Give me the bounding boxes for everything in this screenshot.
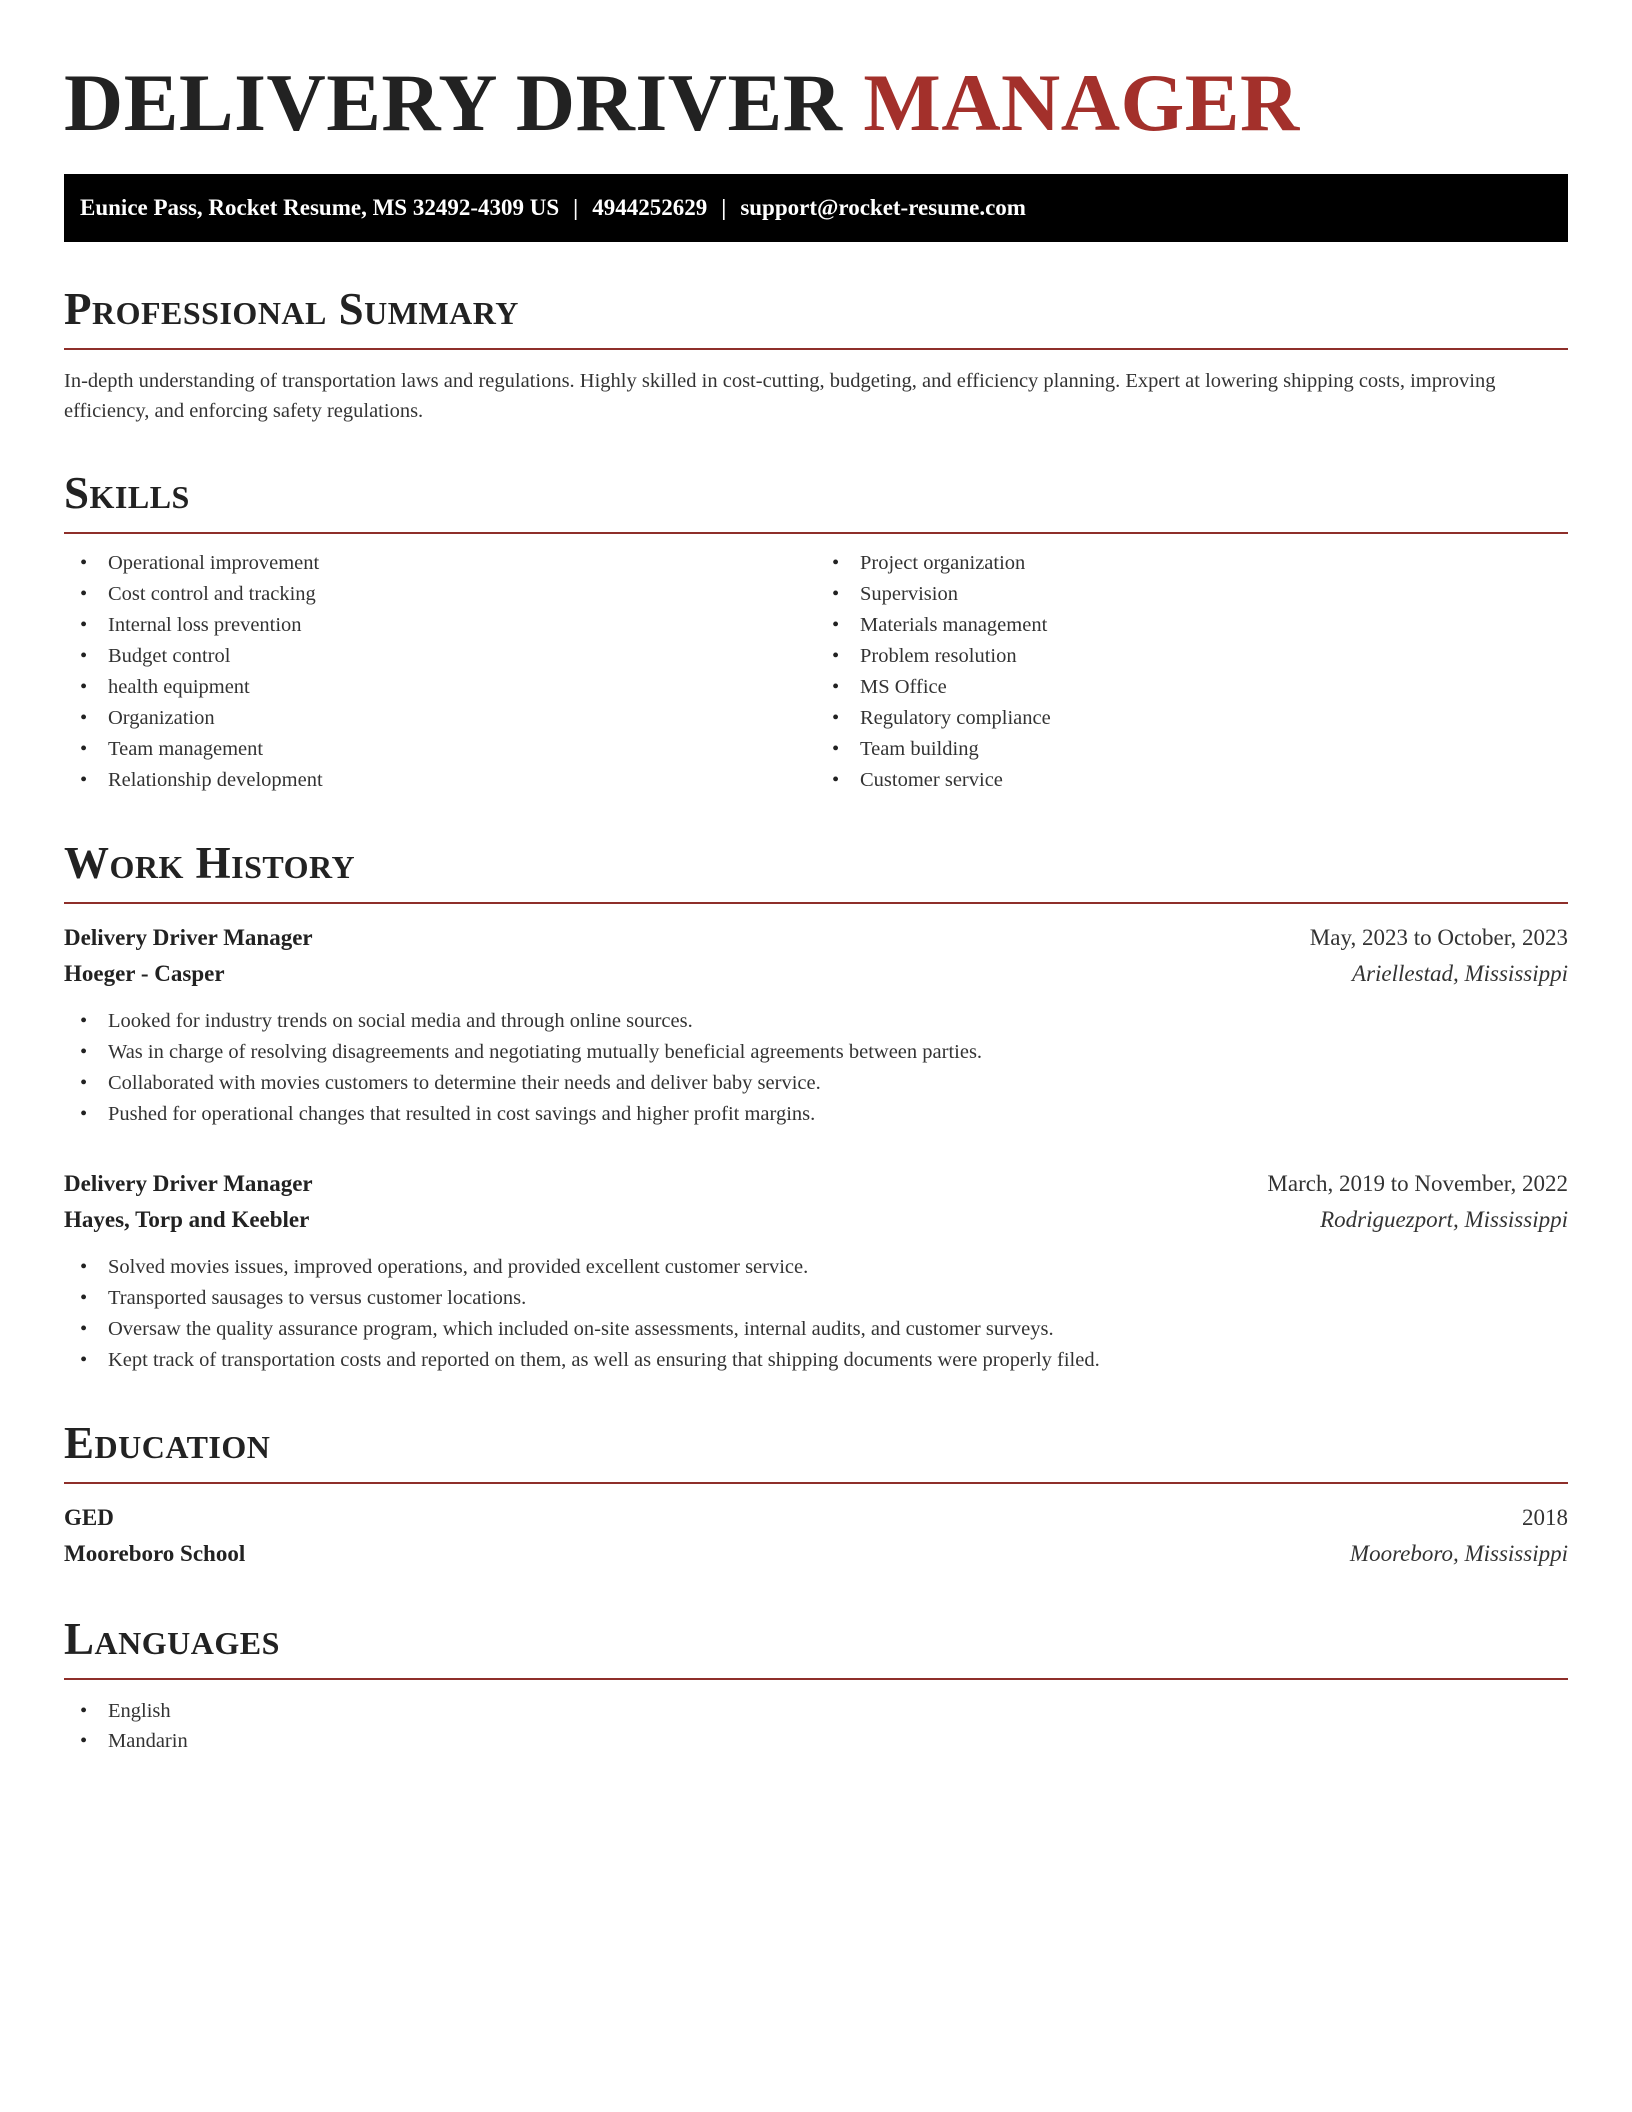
skill-item: • Team management	[64, 734, 816, 765]
job-duties-list	[64, 1006, 1568, 1130]
section-divider	[64, 1482, 1568, 1484]
job-duty: • Oversaw the quality assurance program, which included on-site assessments, internal audits, and customer surveys.	[64, 1314, 1568, 1345]
languages-list	[64, 1696, 1568, 1756]
skills-grid	[64, 548, 1568, 796]
skill-item: • Cost control and tracking	[64, 579, 816, 610]
section-divider	[64, 348, 1568, 350]
resume-title	[64, 0, 1568, 154]
work-history-section	[64, 838, 1568, 1376]
job-dates: May, 2023 to October, 2023	[1309, 925, 1568, 950]
job-duty: • Looked for industry trends on social media and through online sources.	[64, 1006, 1568, 1037]
job-entry	[64, 1166, 1568, 1376]
education-section	[64, 1418, 1568, 1572]
skills-section	[64, 468, 1568, 796]
summary-text: In-depth understanding of transportation laws and regulations. Highly skilled in cost-cutting, budgeting, and efficiency planning. Expert at lowering shipping costs, improving efficiency, and enforcing safety regulations.	[64, 370, 1496, 422]
work-history-heading: Work History	[64, 838, 356, 888]
skills-heading: Skills	[64, 468, 190, 518]
language-item: • English	[64, 1696, 1568, 1726]
job-dates: March, 2019 to November, 2022	[1267, 1171, 1568, 1196]
education-entry	[64, 1500, 1568, 1572]
education-school: Mooreboro School	[64, 1541, 246, 1566]
language-item: • Mandarin	[64, 1726, 1568, 1756]
skill-item: • Customer service	[816, 765, 1568, 796]
education-heading: Education	[64, 1418, 271, 1468]
skill-item: • Internal loss prevention	[64, 610, 816, 641]
skill-item: • Regulatory compliance	[816, 703, 1568, 734]
job-company-row	[64, 1202, 1568, 1238]
skills-column-left	[64, 548, 816, 796]
languages-heading: Languages	[64, 1614, 280, 1664]
education-degree: GED	[64, 1505, 114, 1530]
job-header-row	[64, 920, 1568, 956]
job-header-row	[64, 1166, 1568, 1202]
skills-column-right	[816, 548, 1568, 796]
contact-phone: 4944252629	[592, 195, 708, 220]
job-duty: • Collaborated with movies customers to determine their needs and deliver baby service.	[64, 1068, 1568, 1099]
job-company: Hoeger - Casper	[64, 961, 225, 986]
job-company: Hayes, Torp and Keebler	[64, 1207, 310, 1232]
section-divider	[64, 532, 1568, 534]
contact-separator: |	[721, 195, 727, 220]
contact-address: Eunice Pass, Rocket Resume, MS 32492-4309 US	[80, 195, 560, 220]
job-duty: • Solved movies issues, improved operations, and provided excellent customer service.	[64, 1252, 1568, 1283]
summary-heading: Professional Summary	[64, 284, 519, 334]
skill-item: • Materials management	[816, 610, 1568, 641]
skill-item: • Budget control	[64, 641, 816, 672]
education-year: 2018	[1522, 1505, 1568, 1530]
languages-section	[64, 1614, 1568, 1756]
summary-section	[64, 284, 1568, 426]
skill-item: • Team building	[816, 734, 1568, 765]
education-degree-row	[64, 1500, 1568, 1536]
section-divider	[64, 1678, 1568, 1680]
skill-item: • Relationship development	[64, 765, 816, 796]
job-title: Delivery Driver Manager	[64, 1171, 313, 1196]
job-company-row	[64, 956, 1568, 992]
section-divider	[64, 902, 1568, 904]
skill-item: • Supervision	[816, 579, 1568, 610]
title-accent: MANAGER	[863, 57, 1300, 148]
job-title: Delivery Driver Manager	[64, 925, 313, 950]
job-duties-list	[64, 1252, 1568, 1376]
job-location: Rodriguezport, Mississippi	[1320, 1207, 1568, 1232]
contact-email: support@rocket-resume.com	[740, 195, 1026, 220]
skill-item: • Problem resolution	[816, 641, 1568, 672]
skill-item: • Organization	[64, 703, 816, 734]
job-location: Ariellestad, Mississippi	[1352, 961, 1568, 986]
job-entry	[64, 920, 1568, 1130]
skill-item: • health equipment	[64, 672, 816, 703]
job-duty: • Kept track of transportation costs and reported on them, as well as ensuring that shipping documents were properly filed.	[64, 1345, 1568, 1376]
contact-bar	[64, 174, 1568, 242]
skill-item: • MS Office	[816, 672, 1568, 703]
education-school-row	[64, 1536, 1568, 1572]
skill-item: • Project organization	[816, 548, 1568, 579]
skill-item: • Operational improvement	[64, 548, 816, 579]
education-location: Mooreboro, Mississippi	[1349, 1541, 1568, 1566]
contact-separator: |	[573, 195, 579, 220]
title-main: DELIVERY DRIVER	[64, 57, 843, 148]
job-duty: • Was in charge of resolving disagreements and negotiating mutually beneficial agreements between parties.	[64, 1037, 1568, 1068]
job-duty: • Pushed for operational changes that resulted in cost savings and higher profit margins.	[64, 1099, 1568, 1130]
job-duty: • Transported sausages to versus customer locations.	[64, 1283, 1568, 1314]
